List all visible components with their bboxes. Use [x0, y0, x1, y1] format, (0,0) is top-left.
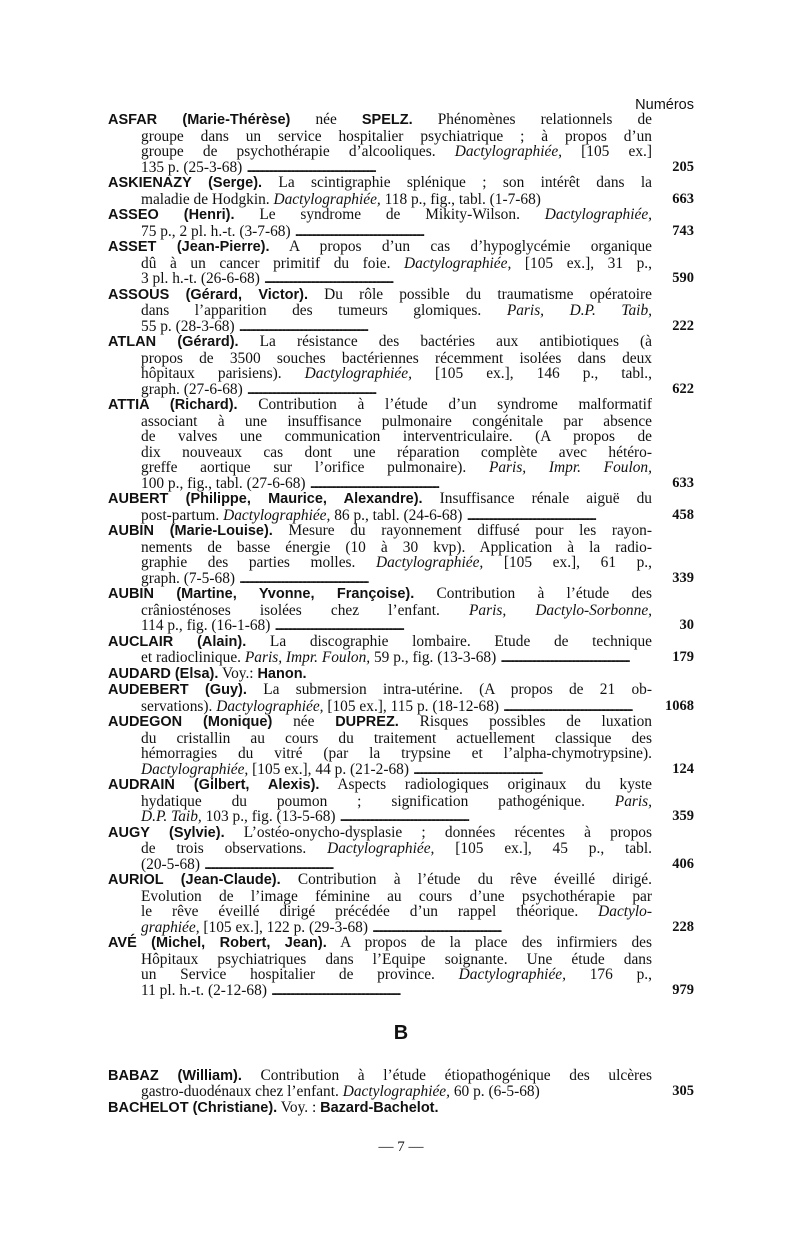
bibliography-entry [108, 1100, 694, 1117]
entry-line [108, 1100, 652, 1117]
entry-text: associant à une insuffisance pulmonaire congénitale par absence [141, 412, 652, 430]
entry-line [108, 809, 652, 825]
italic-text: Dactylographiée, [544, 206, 653, 223]
entry-text: La discographie lombaire. Etude de technique [246, 632, 652, 650]
italic-text: graphiée, [141, 918, 200, 936]
entry-text: un Service hospitalier de province. [141, 966, 459, 983]
bibliography-entry [108, 586, 694, 634]
entry-number: 633 [672, 474, 694, 491]
italic-text: Dactylographiée, [458, 966, 566, 983]
entry-text: maladie de Hodgkin. [141, 190, 274, 208]
entry-line [108, 571, 652, 587]
author-name: AUDRAIN (Gilbert, Alexis). [108, 777, 320, 793]
author-name: AVÉ (Michel, Robert, Jean). [108, 935, 327, 951]
entry-number: 406 [672, 855, 694, 872]
entry-number: 305 [672, 1083, 694, 1099]
entry-text: Insuffisance rénale aiguë du [422, 490, 652, 507]
entry-line [108, 618, 652, 634]
entry-line [108, 445, 652, 461]
entry-text: dans l’apparition des tumeurs glomiques. [141, 302, 507, 319]
italic-text: Dactylographiée, [404, 254, 512, 272]
entry-line [108, 319, 652, 335]
entry-text: La scintigraphie splénique ; son intérêt dans la [262, 174, 652, 191]
entry-number: 622 [672, 380, 694, 397]
dot-leader [295, 224, 652, 240]
entry-line [108, 491, 652, 508]
entry-line [108, 666, 652, 683]
entry-line [108, 287, 652, 304]
entry-text: Contribution à l’étude du rêve éveillé dirigé. [280, 871, 652, 888]
entry-text: 118 p., fig., tabl. (1-7-68) [380, 190, 541, 208]
bibliography-entry [108, 491, 694, 523]
author-name: ASSOUS (Gérard, Victor). [108, 286, 309, 303]
entry-text: [105 ex.], 61 p., [483, 554, 653, 571]
entry-line [108, 825, 652, 842]
entry-line [108, 967, 652, 983]
italic-text: Paris, Impr. Foulon, [244, 649, 371, 666]
entry-text: [105 ex.], 115 p. (18-12-68) [323, 697, 500, 715]
numbers-column-heading: Numéros [635, 97, 694, 113]
bibliography-entry [108, 287, 694, 335]
entry-text: gastro-duodénaux chez l’enfant. [141, 1083, 343, 1100]
bibliography-entry [108, 777, 694, 825]
entry-text: dix nouveaux cas dont une réparation complète avec hétéro- [141, 443, 652, 461]
bibliography-entry [108, 523, 694, 586]
entry-text: 55 p. (28-3-68) [141, 317, 235, 335]
entry-line [108, 1084, 652, 1100]
entry-text: Du rôle possible du traumatisme opératoire [308, 285, 652, 303]
entry-text: La submersion intra-utérine. (A propos de 21 ob- [246, 681, 652, 698]
entry-text: de trois observations. [141, 840, 328, 857]
entry-text: post-partum. [141, 506, 224, 524]
author-name: AUGY (Sylvie). [108, 824, 225, 841]
author-name: Bazard-Bachelot. [320, 1099, 439, 1116]
entry-text: propos de 3500 souches bactériennes récemment isolées dans deux [141, 349, 652, 367]
author-name: ATLAN (Gérard). [108, 334, 239, 350]
entry-line [108, 192, 652, 208]
entry-text: hémorragies du vitré (par la trypsine et l’alpha-chymotrypsine). [141, 745, 652, 762]
bibliography-entry [108, 397, 694, 491]
entry-text: 100 p., fig., tabl. (27-6-68) [141, 474, 306, 492]
entry-line [108, 112, 652, 129]
entry-number: 590 [672, 270, 694, 286]
entry-text: Contribution à l’étude étiopathogénique des ulcères [241, 1066, 652, 1084]
italic-text: Dactylographiée, [342, 1083, 450, 1100]
author-name: BABAZ (William). [108, 1067, 242, 1084]
bibliography-entry [108, 112, 694, 175]
bibliography-entry [108, 714, 694, 777]
entry-line [108, 271, 652, 287]
entry-line [108, 508, 652, 524]
entry-line [108, 603, 652, 619]
entry-line [108, 920, 652, 936]
entry-number: 458 [672, 506, 694, 523]
entry-line [108, 935, 652, 952]
entry-text: [105 ex.], 122 p. (29-3-68) [199, 918, 368, 936]
entry-text: graphie des parties molles. [141, 554, 376, 571]
entry-text: 135 p. (25-3-68) [141, 158, 243, 176]
entry-number: 339 [672, 569, 694, 586]
italic-text: Dactylographiée, [273, 190, 381, 208]
entry-line [108, 746, 652, 762]
entry-text: 3 pl. h.-t. (26-6-68) [141, 270, 260, 287]
dot-leader [372, 920, 652, 936]
author-name: AUCLAIR (Alain). [108, 633, 247, 650]
dot-leader [310, 476, 652, 492]
bibliography-entry [108, 334, 694, 397]
entry-number: 228 [672, 918, 694, 935]
entry-text: nements de basse énergie (10 à 30 kvp). Application à la radio- [141, 538, 652, 556]
italic-text: Paris, Dactylo-Sorbonne, [469, 601, 653, 619]
entry-text: de valves une communication interventriculaire. (A propos de [141, 428, 652, 445]
entry-number: 359 [672, 808, 694, 824]
bibliography-entry [108, 175, 694, 207]
entry-text: Evolution de l’image féminine au cours d’une psychothérapie par [141, 887, 652, 905]
entry-line [108, 983, 652, 999]
entry-line [108, 555, 652, 571]
entry-text: dû à un cancer primitif du foie. [141, 254, 405, 272]
author-name: BACHELOT (Christiane). [108, 1099, 278, 1116]
entry-line [108, 460, 652, 476]
italic-text: Dactylographiée, [327, 840, 435, 857]
author-name: AUDARD (Elsa). [108, 665, 219, 682]
entry-text: Voy. : [277, 1098, 321, 1116]
entry-number: 205 [672, 158, 694, 175]
dot-leader [264, 271, 652, 287]
author-name: ATTIA (Richard). [108, 397, 238, 413]
entry-text: graph. (7-5-68) [141, 569, 236, 587]
dot-leader [247, 382, 652, 398]
bibliography-entry [108, 1068, 694, 1100]
dot-leader [413, 762, 652, 778]
entry-line [108, 794, 652, 810]
dot-leader [274, 618, 652, 634]
entry-text: Contribution à l’étude des [414, 585, 652, 602]
entry-line [108, 714, 652, 731]
entry-line [108, 731, 652, 747]
bibliography-entry [108, 207, 694, 239]
author-name: ASSET (Jean-Pierre). [108, 239, 270, 255]
entry-line [108, 682, 652, 699]
dot-leader [500, 650, 652, 666]
entry-text: Mesure du rayonnement diffusé pour les rayon- [272, 522, 652, 539]
entry-text: née [290, 111, 362, 128]
entry-text: A propos de la place des infirmiers des [326, 934, 652, 951]
italic-text: Dactylo- [598, 903, 652, 920]
entry-text: greffe aortique sur l’orifice pulmonaire). [141, 459, 489, 476]
entry-text: du cristallin au cours du traitement actuellement classique des [141, 729, 652, 747]
entry-number: 30 [679, 617, 694, 633]
entry-text: le rêve éveillé dirigé précédée d’un rappel théorique. [141, 903, 599, 920]
entry-text: crâniosténoses isolées chez l’enfant. [141, 601, 469, 619]
entry-number: 663 [672, 190, 694, 207]
entry-line [108, 334, 652, 351]
entry-text: groupe dans un service hospitalier psychiatrique ; à propos d’un [141, 127, 652, 145]
entry-text: 103 p., fig. (13-5-68) [201, 808, 336, 825]
dot-leader [271, 983, 652, 999]
dot-leader [239, 319, 652, 335]
entry-text: graph. (27-6-68) [141, 380, 243, 398]
entry-text: Le syndrome de Mikity-Wilson. [234, 206, 545, 223]
entry-line [108, 777, 652, 794]
bibliography-entry [108, 634, 694, 666]
entry-text: hôpitaux parisiens). [141, 365, 305, 382]
entry-line [108, 952, 652, 968]
author-name: DUPREZ. [335, 714, 399, 730]
entry-line [108, 129, 652, 145]
entry-text: servations). [141, 697, 217, 715]
author-name: AUDEBERT (Guy). [108, 682, 247, 698]
entry-line [108, 351, 652, 367]
entry-line [108, 872, 652, 889]
entry-text: 86 p., tabl. (24-6-68) [330, 506, 463, 524]
entry-number: 979 [672, 981, 694, 998]
entry-line [108, 303, 652, 319]
entry-text: [105 ex.], 146 p., tabl., [411, 365, 652, 382]
bibliography-entry [108, 935, 694, 998]
italic-text: Dactylographiée, [223, 506, 331, 524]
dot-leader [466, 508, 652, 524]
entry-text: Hôpitaux psychiatriques dans l’Equipe soignante. Une étude dans [141, 950, 652, 968]
dot-leader [204, 857, 652, 873]
dot-leader [340, 809, 652, 825]
entry-line [108, 634, 652, 651]
entry-text: 60 p. (6-5-68) [449, 1083, 540, 1100]
entry-line [108, 540, 652, 556]
entry-text: Voy.: [218, 664, 258, 682]
entry-text: 11 pl. h.-t. (2-12-68) [141, 981, 267, 999]
entry-line [108, 160, 652, 176]
dot-leader [239, 571, 652, 587]
entry-line [108, 1068, 652, 1085]
entry-line [108, 699, 652, 715]
italic-text: Paris, Impr. Foulon, [488, 459, 652, 476]
entry-text: La résistance des bactéries aux antibiotiques (à [238, 333, 652, 350]
entry-line [108, 207, 652, 224]
page-number: — 7 — [378, 1139, 424, 1155]
entry-line [108, 366, 652, 382]
italic-text: Paris, D.P. Taib, [506, 302, 653, 319]
entry-number: 743 [672, 222, 694, 239]
author-name: Hanon. [257, 665, 307, 682]
author-name: ASFAR (Marie-Thérèse) [108, 112, 291, 128]
entry-line [108, 762, 652, 778]
author-name: SPELZ. [361, 112, 413, 128]
entry-line [108, 586, 652, 603]
entry-text: A propos d’un cas d’hypoglycémie organique [269, 238, 652, 255]
entry-line [108, 414, 652, 430]
entry-line [108, 256, 652, 272]
bibliography-entry [108, 666, 694, 683]
entries-list-a [108, 112, 694, 998]
dot-leader [503, 699, 652, 715]
author-name: ASKIENAZY (Serge). [108, 175, 263, 191]
entry-text: groupe de psychothérapie d’alcooliques. [141, 143, 455, 160]
entry-number: 1068 [665, 697, 694, 714]
bibliography-entry [108, 239, 694, 287]
entry-text: et radioclinique. [141, 649, 245, 666]
entry-line [108, 175, 652, 192]
italic-text: D.P. Taib, [141, 808, 202, 825]
entry-text: [105 ex.], 31 p., [511, 254, 652, 272]
entry-text: Contribution à l’étude d’un syndrome malformatif [237, 396, 652, 413]
entry-text: [105 ex.], 45 p., tabl. [434, 840, 652, 857]
entry-line [108, 239, 652, 256]
entry-number: 124 [672, 760, 694, 777]
bibliography-entry [108, 872, 694, 935]
entry-text: Risques possibles de luxation [398, 713, 652, 730]
entry-text: 114 p., fig. (16-1-68) [141, 617, 271, 634]
author-name: AUDEGON (Monique) [108, 714, 273, 730]
entry-line [108, 523, 652, 540]
author-name: AUBIN (Marie-Louise). [108, 523, 273, 539]
entry-text: 75 p., 2 pl. h.-t. (3-7-68) [141, 222, 291, 240]
entry-line [108, 476, 652, 492]
entry-text: [105 ex.] [562, 143, 652, 160]
entry-text: née [272, 713, 336, 730]
italic-text: Dactylographiée, [454, 143, 563, 160]
italic-text: Dactylographiée, [216, 697, 324, 715]
dot-leader [246, 160, 652, 176]
entry-line [108, 841, 652, 857]
entry-text: Aspects radiologiques originaux du kyste [319, 776, 652, 793]
document-page [108, 94, 694, 1156]
italic-text: Dactylographiée, [304, 365, 412, 382]
entry-text: [105 ex.], 44 p. (21-2-68) [248, 760, 409, 778]
author-name: AUBIN (Martine, Yvonne, Françoise). [108, 586, 415, 602]
entry-number: 222 [672, 317, 694, 334]
entry-text: L’ostéo-onycho-dysplasie ; données récentes à propos [224, 823, 652, 841]
entry-text: Phénomènes relationnels de [412, 111, 652, 128]
entry-line [108, 429, 652, 445]
entry-number: 179 [672, 649, 694, 665]
bibliography-entry [108, 682, 694, 714]
entry-text: 176 p., [565, 966, 653, 983]
italic-text: Dactylographiée, [141, 760, 249, 778]
bibliography-entry [108, 825, 694, 873]
entry-line [108, 889, 652, 905]
section-heading-b: B [393, 1022, 409, 1044]
italic-text: Paris, [614, 792, 652, 810]
entry-line [108, 397, 652, 414]
entry-line [108, 904, 652, 920]
entry-line [108, 650, 652, 666]
author-name: AURIOL (Jean-Claude). [108, 872, 281, 888]
entry-text: 59 p., fig. (13-3-68) [370, 649, 497, 666]
entries-list-b [108, 1068, 694, 1117]
entry-line [108, 224, 652, 240]
entry-line [108, 382, 652, 398]
italic-text: Dactylographiée, [375, 554, 484, 571]
entry-line [108, 144, 652, 160]
entry-text: hydatique du poumon ; signification pathogénique. [141, 792, 615, 810]
entry-line [108, 857, 652, 873]
author-name: ASSEO (Henri). [108, 207, 235, 223]
entry-text: (20-5-68) [141, 855, 200, 873]
author-name: AUBERT (Philippe, Maurice, Alexandre). [108, 491, 423, 507]
